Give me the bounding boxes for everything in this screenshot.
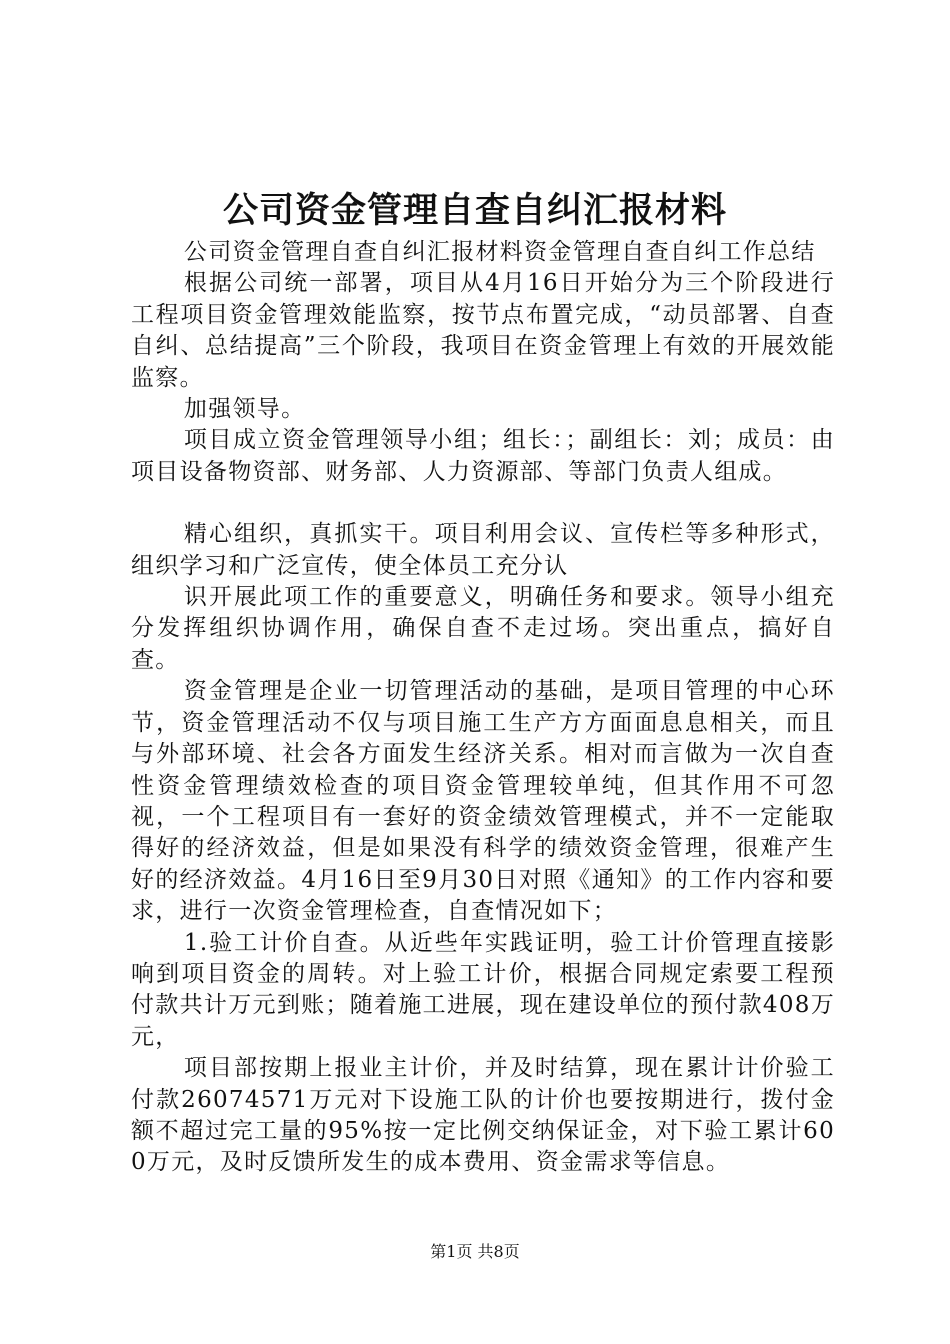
page-number-footer: 第1页 共8页 [430,1242,520,1261]
paragraph-fund-management: 资金管理是企业一切管理活动的基础，是项目管理的中心环节，资金管理活动不仅与项目施工生产方方面面息息相关，而且与外部环境、社会各方面发生经济关系。相对而言做为一次自查性资金管理绩效检查的项目资金管理较单纯，但其作用不可忽视，一个工程项目有一套好的资金绩效管理模式，并不一定能取得好的经济效益，但是如果没有科学的绩效资金管理，很难产生好的经济效益。4月16日至9月30日对照《通知》的工作内容和要求，进行一次资金管理检查，自查情况如下； [131,678,835,925]
paragraph-intro: 公司资金管理自查自纠汇报材料资金管理自查自纠工作总结 [183,239,816,265]
paragraph-leadership-group: 项目成立资金管理领导小组；组长：；副组长：刘；成员：由项目设备物资部、财务部、人力资源部、等部门负责人组成。 [131,427,835,485]
document-body [131,237,835,1179]
paragraph-leadership-heading: 加强领导。 [183,396,306,423]
paragraph-organization: 精心组织，真抓实干。项目利用会议、宣传栏等多种形式，组织学习和广泛宣传，使全体员工充分认 [131,521,835,579]
paragraph-valuation-check: 1.验工计价自查。从近些年实践证明，验工计价管理直接影响到项目资金的周转。对上验工计价，根据合同规定索要工程预付款共计万元到账；随着施工进展，现在建设单位的预付款408万元， [131,929,835,1050]
paragraph-deployment: 根据公司统一部署，项目从4月16日开始分为三个阶段进行工程项目资金管理效能监察，按节点布置完成，“动员部署、自查自纠、总结提高”三个阶段，我项目在资金管理上有效的开展效能监察。 [131,270,835,391]
paragraph-settlement: 项目部按期上报业主计价，并及时结算，现在累计计价验工付款26074571万元对下设施工队的计价也要按期进行，拨付金额不超过完工量的95%按一定比例交纳保证金，对下验工累计600万元，及时反馈所发生的成本费用、资金需求等信息。 [131,1055,835,1176]
paragraph-spacer [131,488,835,519]
paragraph-significance: 识开展此项工作的重要意义，明确任务和要求。领导小组充分发挥组织协调作用，确保自查不走过场。突出重点，搞好自查。 [131,584,835,673]
document-title: 公司资金管理自查自纠汇报材料 [222,190,727,231]
